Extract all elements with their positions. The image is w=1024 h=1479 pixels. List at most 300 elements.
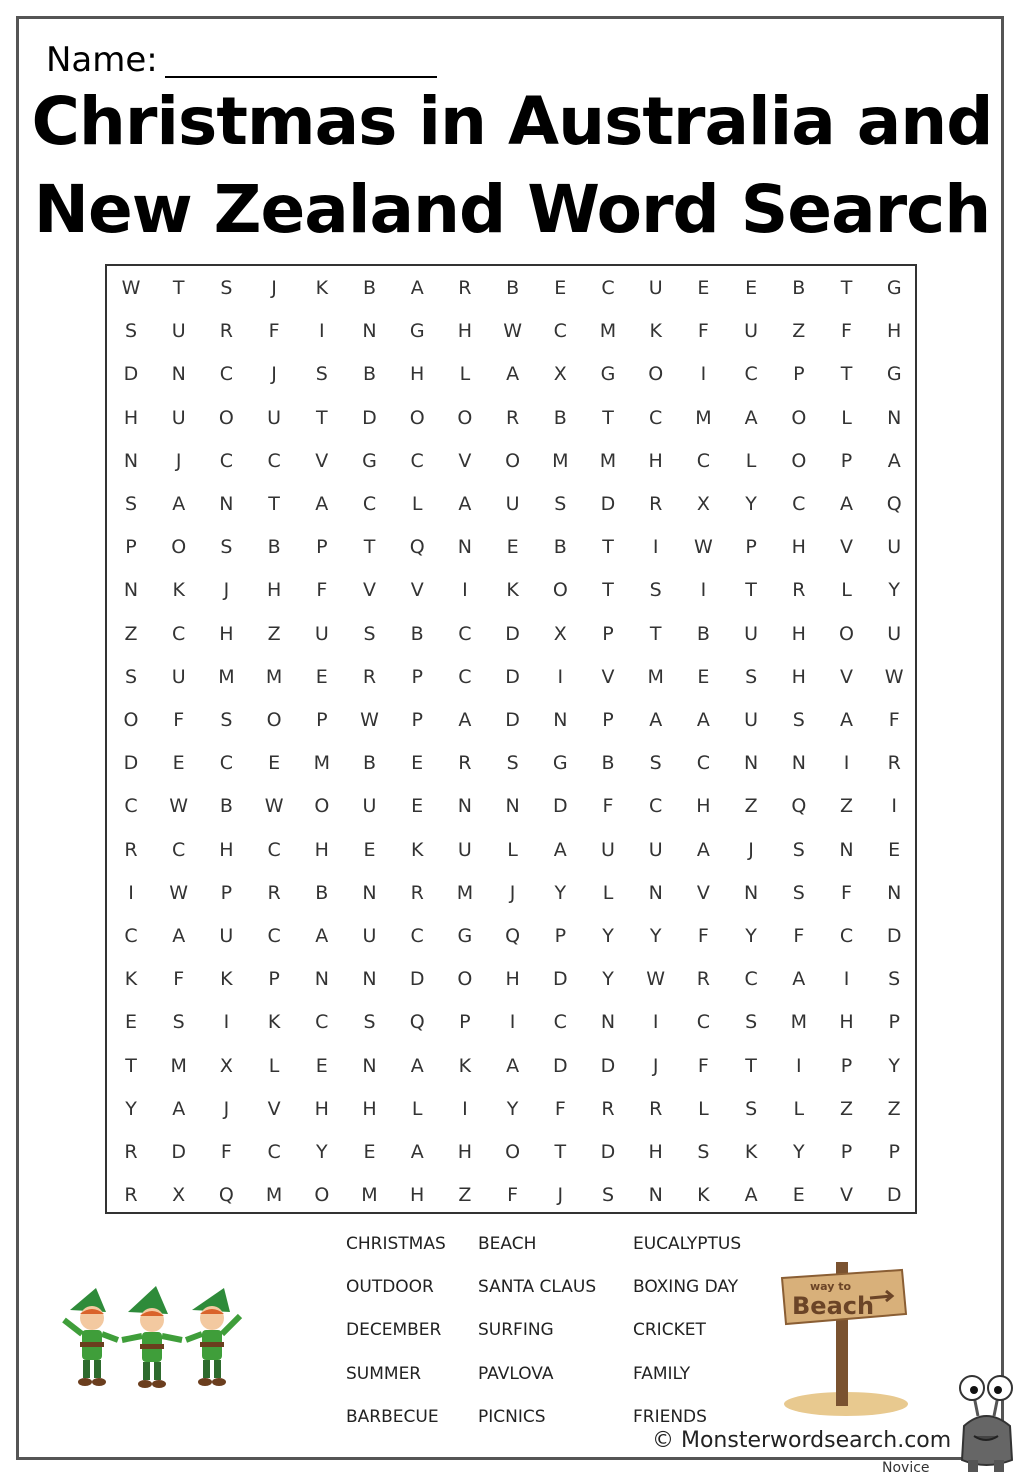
grid-letter[interactable]: L [745,449,757,472]
grid-letter[interactable]: G [552,752,568,775]
grid-letter[interactable]: I [318,320,325,343]
grid-letter[interactable]: A [840,493,853,515]
grid-letter[interactable]: H [362,1097,377,1120]
grid-letter[interactable]: G [409,320,425,343]
grid-letter[interactable]: M [599,449,617,472]
grid-letter[interactable]: I [128,881,134,904]
grid-letter[interactable]: S [220,277,233,299]
grid-letter[interactable]: J [509,881,516,904]
grid-letter[interactable]: E [506,536,519,559]
grid-letter[interactable]: L [411,493,423,515]
grid-letter[interactable]: C [649,406,663,429]
grid-letter[interactable]: O [839,622,854,645]
grid-letter[interactable]: Z [839,795,854,818]
grid-letter[interactable]: S [172,1011,185,1034]
grid-letter[interactable]: E [124,1011,137,1034]
grid-letter[interactable]: D [552,1054,568,1077]
grid-letter[interactable]: E [268,752,281,775]
grid-letter[interactable]: L [602,881,614,904]
grid-letter[interactable]: H [648,1141,663,1163]
grid-letter[interactable]: S [745,665,758,688]
grid-letter[interactable]: D [505,709,520,731]
grid-letter[interactable]: A [792,968,806,991]
grid-letter[interactable]: C [267,838,281,861]
grid-letter[interactable]: B [362,277,377,299]
grid-letter[interactable]: L [507,838,518,861]
grid-letter[interactable]: T [649,622,662,645]
grid-letter[interactable]: Y [554,881,567,904]
grid-letter[interactable]: G [362,449,377,472]
grid-letter[interactable]: U [362,925,377,947]
grid-letter[interactable]: A [172,1097,186,1120]
grid-letter[interactable]: C [172,622,186,645]
grid-letter[interactable]: P [316,709,328,731]
grid-letter[interactable]: A [744,406,758,429]
grid-letter[interactable]: K [697,1184,710,1207]
grid-letter[interactable]: A [744,1184,758,1207]
grid-letter[interactable]: U [744,622,759,645]
grid-letter[interactable]: E [411,752,424,775]
grid-letter[interactable]: T [745,1054,757,1077]
grid-letter[interactable]: T [268,493,280,515]
grid-letter[interactable]: Y [745,493,757,515]
grid-letter[interactable]: H [457,1141,473,1163]
grid-letter[interactable]: C [696,752,711,775]
grid-letter[interactable]: C [219,449,234,472]
grid-letter[interactable]: K [220,968,233,991]
grid-letter[interactable]: S [649,579,662,602]
grid-letter[interactable]: Q [505,925,521,947]
grid-letter[interactable]: D [505,622,520,645]
grid-letter[interactable]: Y [649,925,662,947]
grid-letter[interactable]: N [123,449,139,472]
grid-letter[interactable]: Y [125,1097,137,1120]
grid-letter[interactable]: E [363,838,376,861]
grid-letter[interactable]: P [745,536,757,559]
grid-letter[interactable]: S [363,1011,376,1034]
grid-letter[interactable]: K [124,968,138,991]
grid-letter[interactable]: H [266,579,282,602]
grid-letter[interactable]: H [219,838,234,861]
grid-letter[interactable]: V [458,449,472,472]
grid-letter[interactable]: G [600,363,616,386]
grid-letter[interactable]: Q [886,493,902,515]
grid-letter[interactable]: N [791,752,806,775]
grid-letter[interactable]: I [223,1011,230,1034]
grid-letter[interactable]: P [554,925,567,947]
grid-letter[interactable]: L [459,363,471,386]
grid-letter[interactable]: P [220,881,233,904]
grid-letter[interactable]: F [220,1141,232,1163]
grid-letter[interactable]: U [887,622,902,645]
grid-letter[interactable]: I [652,1011,659,1034]
grid-letter[interactable]: U [887,536,902,559]
grid-letter[interactable]: Q [409,1011,425,1034]
grid-letter[interactable]: Q [409,536,425,559]
grid-letter[interactable]: C [267,925,281,947]
grid-letter[interactable]: H [791,665,806,688]
grid-letter[interactable]: D [600,1054,616,1077]
grid-letter[interactable]: P [602,709,614,731]
grid-letter[interactable]: P [411,665,423,688]
grid-letter[interactable]: W [169,795,189,818]
grid-letter[interactable]: P [411,709,423,731]
grid-letter[interactable]: O [457,406,473,429]
grid-letter[interactable]: V [267,1097,281,1120]
grid-letter[interactable]: L [411,1097,423,1120]
grid-letter[interactable]: M [552,449,569,472]
grid-letter[interactable]: O [409,406,425,429]
grid-letter[interactable]: L [698,1097,709,1120]
grid-letter[interactable]: O [314,795,330,818]
grid-letter[interactable]: W [169,881,189,904]
grid-letter[interactable]: X [696,493,710,515]
grid-letter[interactable]: I [509,1011,516,1034]
grid-letter[interactable]: K [315,277,329,299]
grid-letter[interactable]: D [886,925,902,947]
grid-letter[interactable]: R [792,579,806,602]
grid-letter[interactable]: G [886,277,902,299]
grid-letter[interactable]: L [793,1097,805,1120]
grid-letter[interactable]: U [171,665,186,688]
grid-letter[interactable]: G [886,363,902,386]
grid-letter[interactable]: Y [745,925,757,947]
grid-letter[interactable]: N [314,968,329,991]
grid-letter[interactable]: P [602,622,614,645]
grid-letter[interactable]: C [744,363,758,386]
grid-letter[interactable]: B [696,622,710,645]
grid-letter[interactable]: Z [124,622,138,645]
grid-letter[interactable]: Q [791,795,807,818]
grid-letter[interactable]: M [265,1184,283,1207]
grid-letter[interactable]: C [219,752,234,775]
grid-letter[interactable]: J [223,1097,230,1120]
grid-letter[interactable]: M [456,881,474,904]
grid-letter[interactable]: S [124,493,138,515]
grid-letter[interactable]: R [458,752,472,775]
grid-letter[interactable]: C [172,838,186,861]
grid-letter[interactable]: V [840,665,853,688]
grid-letter[interactable]: N [648,881,663,904]
grid-letter[interactable]: F [602,795,614,818]
grid-letter[interactable]: N [362,320,377,343]
grid-letter[interactable]: X [219,1054,233,1077]
grid-letter[interactable]: E [745,277,758,299]
grid-letter[interactable]: B [267,536,281,559]
grid-letter[interactable]: E [315,1054,328,1077]
grid-letter[interactable]: S [888,968,901,991]
grid-letter[interactable]: P [459,1011,471,1034]
grid-letter[interactable]: R [362,665,377,688]
grid-letter[interactable]: T [363,536,376,559]
grid-letter[interactable]: S [554,493,567,515]
grid-letter[interactable]: R [458,277,472,299]
grid-letter[interactable]: M [599,320,617,343]
grid-letter[interactable]: I [891,795,897,818]
grid-letter[interactable]: H [314,1097,329,1120]
grid-letter[interactable]: B [553,536,567,559]
grid-letter[interactable]: W [884,665,904,688]
grid-letter[interactable]: V [696,881,710,904]
grid-letter[interactable]: C [744,968,758,991]
grid-letter[interactable]: N [839,838,854,861]
grid-letter[interactable]: D [505,665,520,688]
grid-letter[interactable]: S [649,752,662,775]
grid-letter[interactable]: W [121,277,141,299]
grid-letter[interactable]: F [793,925,805,947]
grid-letter[interactable]: O [218,406,234,429]
grid-letter[interactable]: A [458,493,472,515]
grid-letter[interactable]: F [697,925,709,947]
grid-letter[interactable]: U [744,709,759,731]
grid-letter[interactable]: S [506,752,519,775]
grid-letter[interactable]: C [219,363,234,386]
grid-letter[interactable]: G [457,925,473,947]
grid-letter[interactable]: I [462,1097,468,1120]
grid-letter[interactable]: B [601,752,615,775]
grid-letter[interactable]: C [553,320,567,343]
grid-letter[interactable]: A [410,1141,424,1163]
grid-letter[interactable]: C [267,449,281,472]
grid-letter[interactable]: W [646,968,666,991]
grid-letter[interactable]: B [315,881,329,904]
grid-letter[interactable]: F [697,320,709,343]
grid-letter[interactable]: Y [315,1141,328,1163]
grid-letter[interactable]: Z [839,1097,854,1120]
grid-letter[interactable]: D [123,363,139,386]
grid-letter[interactable]: J [271,363,277,386]
grid-letter[interactable]: I [652,536,659,559]
grid-letter[interactable]: R [649,493,663,515]
grid-letter[interactable]: A [840,709,853,731]
grid-letter[interactable]: J [223,579,230,602]
grid-letter[interactable]: W [503,320,522,343]
grid-letter[interactable]: W [360,709,379,731]
grid-letter[interactable]: M [361,1184,378,1207]
grid-letter[interactable]: C [839,925,854,947]
grid-letter[interactable]: H [123,406,139,429]
grid-letter[interactable]: B [219,795,233,818]
grid-letter[interactable]: A [696,709,710,731]
grid-letter[interactable]: S [792,881,805,904]
grid-letter[interactable]: P [268,968,280,991]
grid-letter[interactable]: N [362,968,377,991]
grid-letter[interactable]: D [409,968,425,991]
grid-letter[interactable]: C [792,493,806,515]
grid-letter[interactable]: B [553,406,567,429]
grid-letter[interactable]: H [696,795,711,818]
grid-letter[interactable]: T [602,579,614,602]
grid-letter[interactable]: A [172,493,186,515]
grid-letter[interactable]: P [125,536,137,559]
grid-letter[interactable]: T [745,579,757,602]
grid-letter[interactable]: U [171,406,186,429]
grid-letter[interactable]: R [696,968,710,991]
grid-letter[interactable]: O [266,709,282,731]
grid-letter[interactable]: Q [218,1184,234,1207]
grid-letter[interactable]: W [264,795,284,818]
grid-letter[interactable]: I [557,665,564,688]
grid-letter[interactable]: F [173,709,185,731]
grid-letter[interactable]: O [505,449,521,472]
grid-letter[interactable]: Y [888,1054,900,1077]
grid-letter[interactable]: U [744,320,759,343]
grid-letter[interactable]: S [745,1011,758,1034]
grid-letter[interactable]: N [171,363,186,386]
grid-letter[interactable]: F [268,320,280,343]
grid-letter[interactable]: E [411,795,424,818]
grid-letter[interactable]: Z [792,320,806,343]
grid-letter[interactable]: H [791,622,806,645]
grid-letter[interactable]: D [600,1141,616,1163]
grid-letter[interactable]: U [219,925,234,947]
grid-letter[interactable]: D [552,795,568,818]
grid-letter[interactable]: N [648,1184,663,1207]
grid-letter[interactable]: V [315,449,329,472]
grid-letter[interactable]: C [649,795,663,818]
grid-letter[interactable]: F [554,1097,566,1120]
grid-letter[interactable]: R [124,838,138,861]
grid-letter[interactable]: S [363,622,376,645]
grid-letter[interactable]: N [219,493,234,515]
grid-letter[interactable]: R [124,1141,138,1163]
grid-letter[interactable]: R [124,1184,138,1207]
grid-letter[interactable]: C [315,1011,329,1034]
grid-letter[interactable]: H [648,449,663,472]
grid-letter[interactable]: O [505,1141,521,1163]
grid-letter[interactable]: H [839,1011,854,1034]
grid-letter[interactable]: A [172,925,186,947]
grid-letter[interactable]: E [554,277,567,299]
grid-letter[interactable]: E [697,665,710,688]
grid-letter[interactable]: R [505,406,520,429]
grid-letter[interactable]: J [748,838,754,861]
grid-letter[interactable]: A [887,449,901,472]
grid-letter[interactable]: I [700,363,707,386]
grid-letter[interactable]: B [792,277,806,299]
grid-letter[interactable]: T [125,1054,137,1077]
grid-letter[interactable]: S [124,320,138,343]
grid-letter[interactable]: M [313,752,330,775]
grid-letter[interactable]: K [410,838,424,861]
grid-letter[interactable]: P [840,449,853,472]
grid-letter[interactable]: J [271,277,277,299]
grid-letter[interactable]: N [457,795,472,818]
grid-letter[interactable]: F [316,579,328,602]
grid-letter[interactable]: B [362,363,377,386]
grid-letter[interactable]: H [219,622,234,645]
grid-letter[interactable]: F [888,709,900,731]
grid-letter[interactable]: L [268,1054,280,1077]
grid-letter[interactable]: J [557,1184,564,1207]
grid-letter[interactable]: S [792,709,805,731]
grid-letter[interactable]: R [649,1097,663,1120]
grid-letter[interactable]: C [410,925,424,947]
grid-letter[interactable]: S [124,665,138,688]
grid-letter[interactable]: Y [506,1097,519,1120]
grid-letter[interactable]: S [220,709,233,731]
grid-letter[interactable]: N [887,881,902,904]
grid-letter[interactable]: F [173,968,185,991]
grid-letter[interactable]: D [362,406,377,429]
grid-letter[interactable]: N [743,752,759,775]
grid-letter[interactable]: P [316,536,328,559]
grid-letter[interactable]: K [744,1141,758,1163]
grid-letter[interactable]: N [505,795,520,818]
grid-letter[interactable]: S [792,838,805,861]
grid-letter[interactable]: S [315,363,328,386]
grid-letter[interactable]: A [649,709,663,731]
grid-letter[interactable]: U [171,320,186,343]
grid-letter[interactable]: X [553,363,567,386]
grid-letter[interactable]: J [652,1054,659,1077]
grid-letter[interactable]: O [457,968,473,991]
grid-letter[interactable]: N [743,881,759,904]
grid-letter[interactable]: C [458,622,472,645]
grid-letter[interactable]: A [315,925,329,947]
grid-letter[interactable]: A [506,363,520,386]
grid-letter[interactable]: R [219,320,233,343]
grid-letter[interactable]: Y [602,925,614,947]
grid-letter[interactable]: D [123,752,139,775]
grid-letter[interactable]: T [840,363,853,386]
grid-letter[interactable]: O [552,579,568,602]
grid-letter[interactable]: D [171,1141,186,1163]
grid-letter[interactable]: U [314,622,329,645]
grid-letter[interactable]: E [172,752,185,775]
grid-letter[interactable]: S [601,1184,615,1207]
grid-letter[interactable]: F [841,881,852,904]
grid-letter[interactable]: N [362,1054,377,1077]
grid-letter[interactable]: E [792,1184,805,1207]
grid-letter[interactable]: C [124,795,138,818]
grid-letter[interactable]: N [553,709,568,731]
grid-letter[interactable]: K [267,1011,281,1034]
grid-letter[interactable]: O [791,406,807,429]
grid-letter[interactable]: B [410,622,424,645]
grid-letter[interactable]: S [220,536,233,559]
grid-letter[interactable]: V [410,579,424,602]
grid-letter[interactable]: P [888,1141,900,1163]
grid-letter[interactable]: M [218,665,235,688]
grid-letter[interactable]: I [795,1054,802,1077]
grid-letter[interactable]: A [315,493,329,515]
grid-letter[interactable]: U [362,795,377,818]
grid-letter[interactable]: U [601,838,615,861]
grid-letter[interactable]: Y [602,968,614,991]
grid-letter[interactable]: M [695,406,712,429]
grid-letter[interactable]: E [315,665,328,688]
grid-letter[interactable]: U [648,838,663,861]
grid-letter[interactable]: T [315,406,328,429]
grid-letter[interactable]: K [506,579,519,602]
grid-letter[interactable]: R [887,752,901,775]
grid-letter[interactable]: T [172,277,185,299]
grid-letter[interactable]: R [267,881,281,904]
grid-letter[interactable]: C [601,277,615,299]
grid-letter[interactable]: A [410,277,424,299]
grid-letter[interactable]: U [267,406,282,429]
grid-letter[interactable]: A [458,709,472,731]
grid-letter[interactable]: T [602,536,614,559]
grid-letter[interactable]: U [505,493,520,515]
grid-letter[interactable]: H [314,838,329,861]
grid-letter[interactable]: W [693,536,713,559]
grid-letter[interactable]: M [790,1011,807,1034]
grid-letter[interactable]: H [887,320,902,343]
grid-letter[interactable]: C [410,449,424,472]
grid-letter[interactable]: O [314,1184,330,1207]
